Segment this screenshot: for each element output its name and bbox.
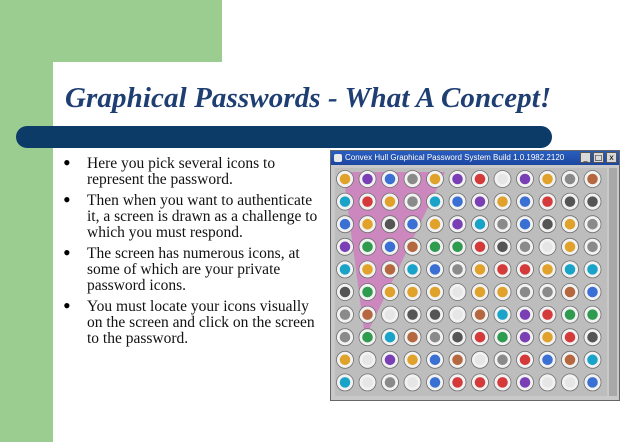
password-icon-glyph <box>497 287 508 298</box>
password-icon-glyph <box>407 355 418 366</box>
password-icon-glyph <box>475 287 486 298</box>
password-icon-glyph <box>542 332 553 343</box>
decorative-sidebar <box>0 0 53 442</box>
password-icon-glyph <box>565 377 576 388</box>
password-icon-glyph <box>385 309 396 320</box>
password-icon-glyph <box>587 264 598 275</box>
password-icon-glyph <box>430 309 441 320</box>
password-icon-glyph <box>452 309 463 320</box>
password-icon-glyph <box>520 219 531 230</box>
password-icon-glyph <box>587 355 598 366</box>
password-icon-glyph <box>362 174 373 185</box>
password-icon-glyph <box>497 219 508 230</box>
password-icon-glyph <box>520 242 531 253</box>
password-icon-glyph <box>407 264 418 275</box>
password-icon-glyph <box>385 377 396 388</box>
password-icon-glyph <box>340 377 351 388</box>
password-icon-glyph <box>452 264 463 275</box>
password-icon-glyph <box>587 377 598 388</box>
password-icon-glyph <box>587 242 598 253</box>
password-icon-glyph <box>565 219 576 230</box>
password-icon-glyph <box>452 242 463 253</box>
password-icon-glyph <box>340 242 351 253</box>
screenshot-titlebar <box>331 151 619 165</box>
password-icon-glyph <box>430 287 441 298</box>
password-icon-glyph <box>362 355 373 366</box>
password-icon-glyph <box>475 309 486 320</box>
password-icon-glyph <box>520 287 531 298</box>
password-icon-glyph <box>520 355 531 366</box>
password-icon-glyph <box>362 196 373 207</box>
password-icon-glyph <box>452 377 463 388</box>
password-icon-glyph <box>430 332 441 343</box>
bullet-item: • Here you pick several icons to represent the password. <box>63 156 325 188</box>
maximize-icon: □ <box>594 153 603 162</box>
password-icon-glyph <box>565 174 576 185</box>
password-icon-glyph <box>362 287 373 298</box>
password-icon-glyph <box>587 332 598 343</box>
password-icon-glyph <box>430 174 441 185</box>
password-icon-glyph <box>452 355 463 366</box>
password-icon-glyph <box>340 196 351 207</box>
password-icon-glyph <box>385 287 396 298</box>
password-icon-glyph <box>497 264 508 275</box>
password-icon-glyph <box>385 219 396 230</box>
password-icon-glyph <box>452 287 463 298</box>
password-icon-glyph <box>475 196 486 207</box>
password-icon-glyph <box>520 174 531 185</box>
password-icon-glyph <box>385 332 396 343</box>
password-icon-glyph <box>497 309 508 320</box>
password-icon-glyph <box>430 219 441 230</box>
password-icon-glyph <box>430 264 441 275</box>
password-icon-glyph <box>407 196 418 207</box>
password-icon-glyph <box>340 332 351 343</box>
password-icon-glyph <box>475 242 486 253</box>
password-icon-glyph <box>430 355 441 366</box>
password-icon-glyph <box>452 332 463 343</box>
password-icon-glyph <box>385 242 396 253</box>
password-icon-glyph <box>362 242 373 253</box>
password-icon-glyph <box>565 287 576 298</box>
password-icon-glyph <box>385 174 396 185</box>
password-icon-glyph <box>407 219 418 230</box>
password-icon-glyph <box>520 332 531 343</box>
password-icon-glyph <box>497 332 508 343</box>
password-icon-glyph <box>520 309 531 320</box>
password-icon-glyph <box>587 196 598 207</box>
password-icon-glyph <box>520 377 531 388</box>
password-icon-glyph <box>497 174 508 185</box>
password-icon-glyph <box>475 355 486 366</box>
icon-grid <box>335 168 607 396</box>
scrollbar <box>609 168 617 396</box>
password-icon-glyph <box>542 377 553 388</box>
password-icon-glyph <box>542 174 553 185</box>
password-icon-glyph <box>542 264 553 275</box>
password-icon-glyph <box>452 196 463 207</box>
password-icon-glyph <box>497 355 508 366</box>
close-icon: x <box>606 152 617 163</box>
password-icon-glyph <box>452 174 463 185</box>
password-icon-glyph <box>542 287 553 298</box>
password-icon-glyph <box>520 196 531 207</box>
password-icon-glyph <box>565 196 576 207</box>
password-icon-glyph <box>542 219 553 230</box>
bullet-item: • You must locate your icons visually on the screen and click on the screen to the password. <box>63 299 325 347</box>
password-icon-glyph <box>340 219 351 230</box>
password-icon-glyph <box>362 219 373 230</box>
password-icon-glyph <box>362 377 373 388</box>
password-icon-glyph <box>407 309 418 320</box>
password-icon-glyph <box>475 174 486 185</box>
icon-grid-svg <box>335 168 607 396</box>
title-rule <box>52 126 552 148</box>
password-icon-glyph <box>497 196 508 207</box>
password-icon-glyph <box>452 219 463 230</box>
password-icon-glyph <box>430 242 441 253</box>
password-icon-glyph <box>565 355 576 366</box>
password-icon-glyph <box>587 219 598 230</box>
password-icon-glyph <box>340 309 351 320</box>
password-icon-glyph <box>407 174 418 185</box>
password-icon-glyph <box>340 174 351 185</box>
password-icon-glyph <box>475 264 486 275</box>
window-buttons <box>580 152 617 163</box>
bullet-list <box>63 156 325 352</box>
password-screen-screenshot <box>330 150 620 401</box>
password-icon-glyph <box>565 309 576 320</box>
password-icon-glyph <box>407 332 418 343</box>
password-icon-glyph <box>497 377 508 388</box>
password-icon-glyph <box>407 287 418 298</box>
password-icon-glyph <box>565 332 576 343</box>
password-icon-glyph <box>362 264 373 275</box>
password-icon-glyph <box>340 264 351 275</box>
password-icon-glyph <box>497 242 508 253</box>
password-icon-glyph <box>385 196 396 207</box>
password-icon-glyph <box>475 332 486 343</box>
password-icon-glyph <box>587 309 598 320</box>
slide-title: Graphical Passwords - What A Concept! <box>65 82 552 114</box>
password-icon-glyph <box>407 242 418 253</box>
app-icon <box>334 154 342 162</box>
password-icon-glyph <box>587 287 598 298</box>
password-icon-glyph <box>565 242 576 253</box>
password-icon-glyph <box>542 196 553 207</box>
password-icon-glyph <box>385 264 396 275</box>
password-icon-glyph <box>340 355 351 366</box>
password-icon-glyph <box>362 309 373 320</box>
password-icon-glyph <box>385 355 396 366</box>
password-icon-glyph <box>340 287 351 298</box>
bullet-item: • The screen has numerous icons, at some of which are your private password icons. <box>63 246 325 294</box>
password-icon-glyph <box>542 242 553 253</box>
password-icon-glyph <box>362 332 373 343</box>
password-icon-glyph <box>565 264 576 275</box>
screenshot-window-title: Convex Hull Graphical Password System Build 1.0.1982.2120 <box>345 153 565 162</box>
password-icon-glyph <box>407 377 418 388</box>
password-icon-glyph <box>542 355 553 366</box>
minimize-icon: _ <box>580 152 591 163</box>
password-icon-glyph <box>520 264 531 275</box>
password-icon-glyph <box>475 377 486 388</box>
bullet-item: • Then when you want to authenticate it, a screen is drawn as a challenge to which you must respond. <box>63 193 325 241</box>
password-icon-glyph <box>542 309 553 320</box>
password-icon-glyph <box>430 196 441 207</box>
password-icon-glyph <box>475 219 486 230</box>
password-icon-glyph <box>430 377 441 388</box>
password-icon-glyph <box>587 174 598 185</box>
